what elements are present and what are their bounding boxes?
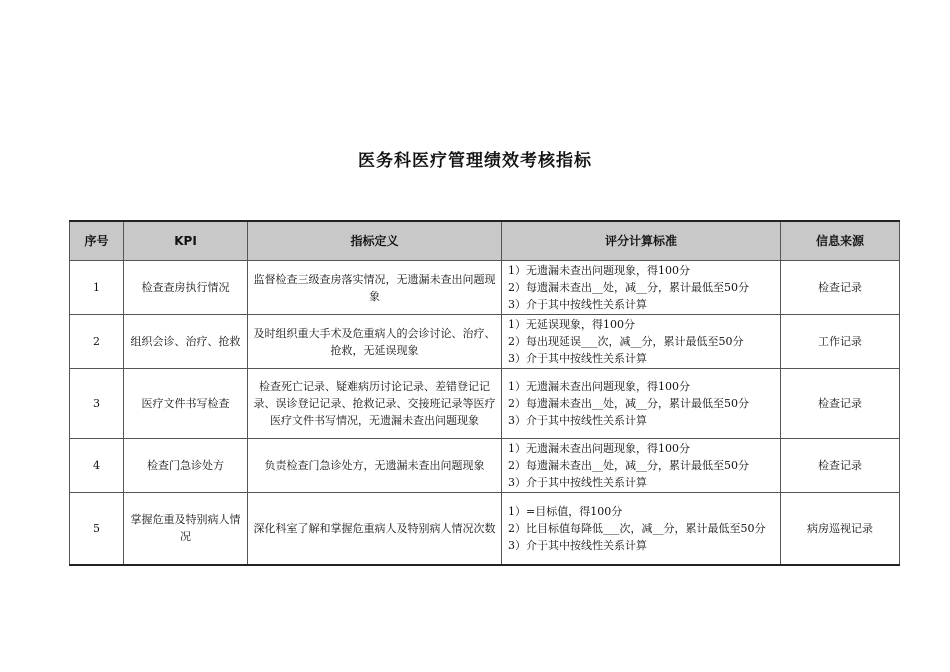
standard-line: 2）每遗漏未查出__处，减__分，累计最低至50分 bbox=[508, 459, 749, 472]
row-standard bbox=[502, 261, 781, 315]
row-no: 1 bbox=[70, 261, 124, 315]
row-source: 检查记录 bbox=[781, 439, 900, 493]
row-standard bbox=[502, 369, 781, 439]
table-row bbox=[70, 493, 900, 565]
header-standard: 评分计算标准 bbox=[502, 221, 781, 261]
row-definition: 及时组织重大手术及危重病人的会诊讨论、治疗、抢救，无延误现象 bbox=[248, 315, 502, 369]
standard-line: 2）每遗漏未查出__处，减__分，累计最低至50分 bbox=[508, 397, 749, 410]
table-row bbox=[70, 315, 900, 369]
row-source: 工作记录 bbox=[781, 315, 900, 369]
table-row bbox=[70, 369, 900, 439]
standard-line: 3）介于其中按线性关系计算 bbox=[508, 476, 647, 489]
kpi-table bbox=[69, 220, 900, 566]
standard-line: 3）介于其中按线性关系计算 bbox=[508, 298, 647, 311]
row-source: 检查记录 bbox=[781, 369, 900, 439]
row-definition: 监督检查三级查房落实情况，无遗漏未查出问题现象 bbox=[248, 261, 502, 315]
standard-line: 2）每出现延误___次，减__分，累计最低至50分 bbox=[508, 335, 744, 348]
table-row bbox=[70, 439, 900, 493]
header-kpi: KPI bbox=[124, 221, 248, 261]
row-source: 检查记录 bbox=[781, 261, 900, 315]
header-no: 序号 bbox=[70, 221, 124, 261]
row-kpi: 检查门急诊处方 bbox=[124, 439, 248, 493]
standard-line: 3）介于其中按线性关系计算 bbox=[508, 352, 647, 365]
header-definition: 指标定义 bbox=[248, 221, 502, 261]
document-title: 医务科医疗管理绩效考核指标 bbox=[358, 151, 592, 171]
standard-line: 3）介于其中按线性关系计算 bbox=[508, 538, 647, 552]
row-definition: 检查死亡记录、疑难病历讨论记录、差错登记记录、误诊登记记录、抢救记录、交接班记录等医疗医疗文件书写情况，无遗漏未查出问题现象 bbox=[248, 369, 502, 439]
row-definition: 负责检查门急诊处方，无遗漏未查出问题现象 bbox=[248, 439, 502, 493]
row-kpi: 检查查房执行情况 bbox=[124, 261, 248, 315]
standard-line: 2）每遗漏未查出__处，减__分，累计最低至50分 bbox=[508, 281, 749, 294]
table-row bbox=[70, 261, 900, 315]
standard-line: 1）无延误现象，得100分 bbox=[508, 318, 635, 331]
row-standard bbox=[502, 315, 781, 369]
standard-line: 2）比目标值每降低___次，减__分，累计最低至50分 bbox=[508, 521, 766, 535]
header-source: 信息来源 bbox=[781, 221, 900, 261]
standard-line: 1）无遗漏未查出问题现象，得100分 bbox=[508, 442, 690, 455]
standard-line: 1）=目标值，得100分 bbox=[508, 504, 623, 518]
row-standard bbox=[502, 439, 781, 493]
row-kpi: 医疗文件书写检查 bbox=[124, 369, 248, 439]
row-kpi: 组织会诊、治疗、抢救 bbox=[124, 315, 248, 369]
row-kpi: 掌握危重及特别病人情况 bbox=[124, 493, 248, 565]
table-header-row bbox=[70, 221, 900, 261]
standard-line: 1）无遗漏未查出问题现象，得100分 bbox=[508, 380, 690, 393]
row-source: 病房巡视记录 bbox=[781, 493, 900, 565]
standard-line: 3）介于其中按线性关系计算 bbox=[508, 414, 647, 427]
row-no: 3 bbox=[70, 369, 124, 439]
row-definition: 深化科室了解和掌握危重病人及特别病人情况次数 bbox=[248, 493, 502, 565]
row-no: 2 bbox=[70, 315, 124, 369]
row-standard bbox=[502, 493, 781, 565]
row-no: 4 bbox=[70, 439, 124, 493]
standard-line: 1）无遗漏未查出问题现象，得100分 bbox=[508, 264, 690, 277]
row-no: 5 bbox=[70, 493, 124, 565]
